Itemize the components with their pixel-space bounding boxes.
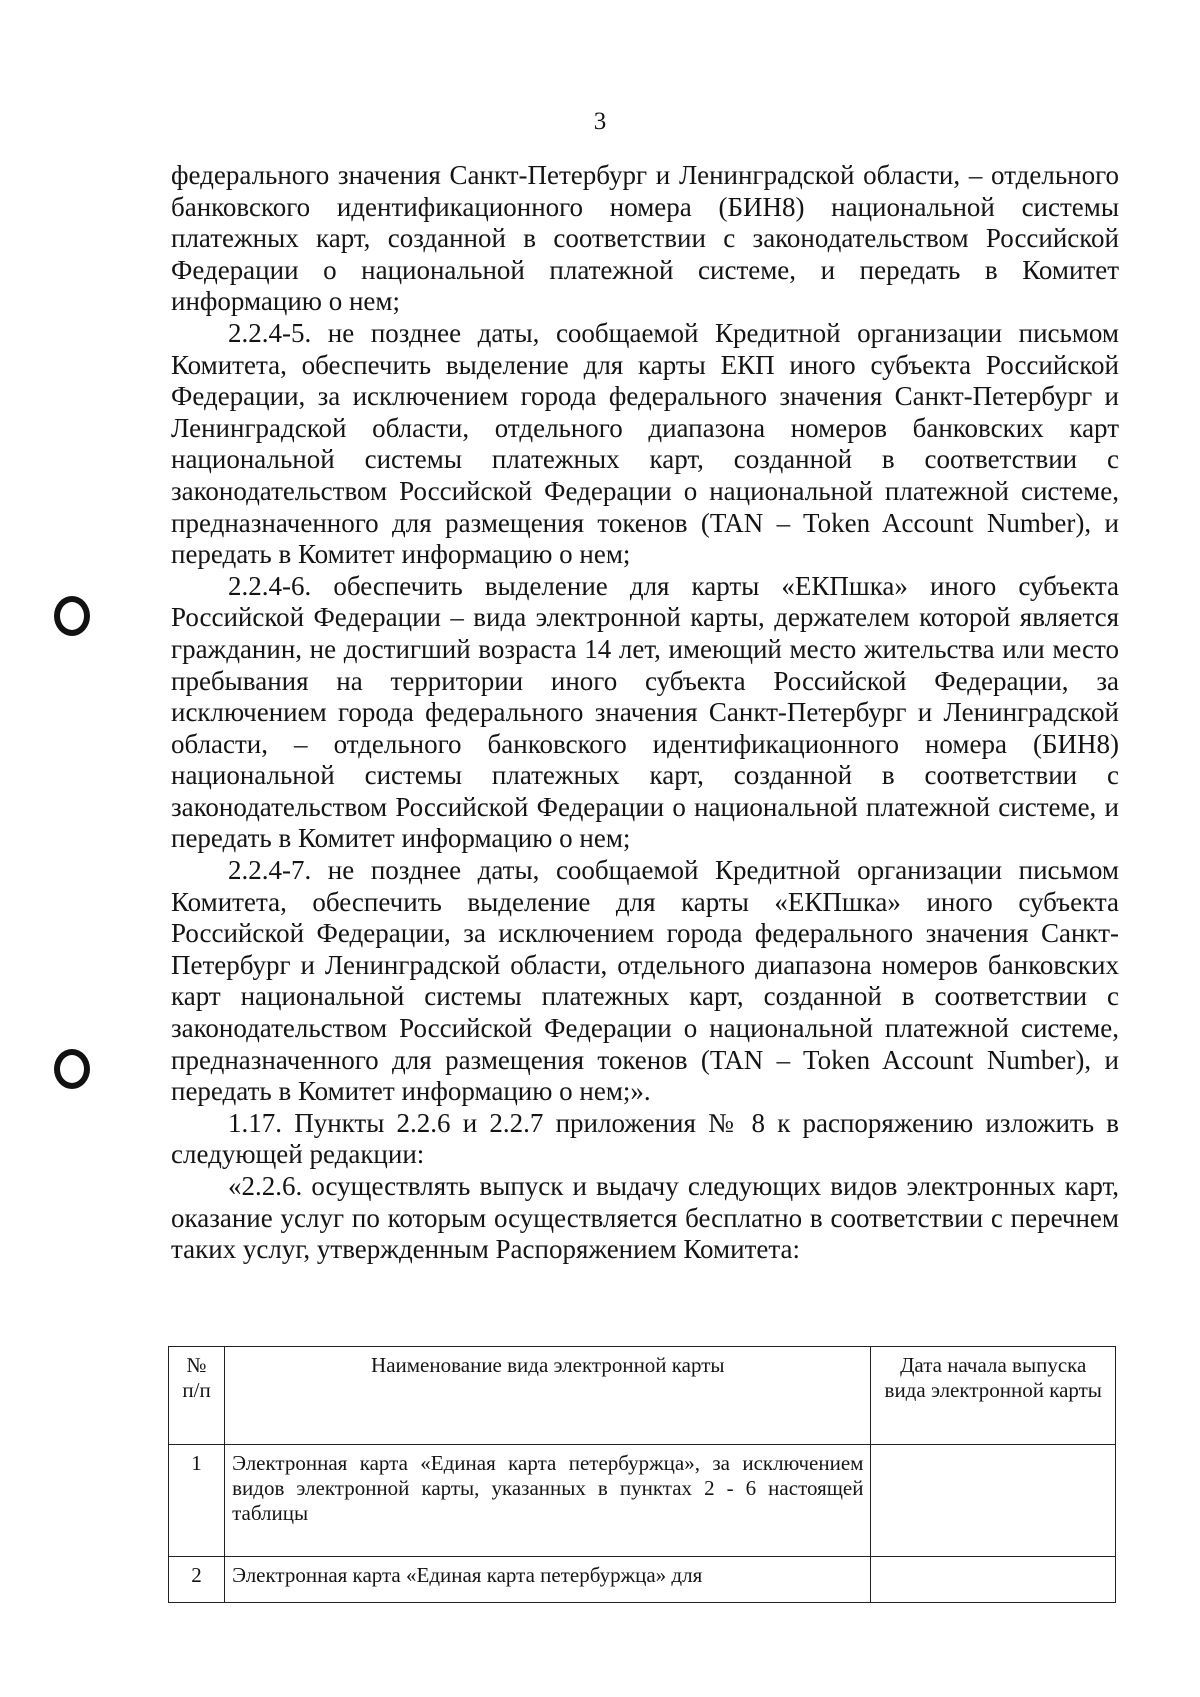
paragraph-2-2-4-7: 2.2.4-7. не позднее даты, сообщаемой Кредитной организации письмом Комитета, обеспечить выделение для карты «ЕКПшка» иного субъекта Российской Федерации, за исключением города федерального значения Санкт-Петербург и Ленинградской области, отдельного диапазона номеров банковских карт национальной системы платежных карт, созданной в соответствии с законодательством Российской Федерации о национальной платежной системе, предназначенного для размещения токенов (TAN – Token Account Number), и передать в Комитет информацию о нем;». (171, 855, 1119, 1107)
row-number: 2 (169, 1557, 225, 1603)
header-number: № п/п (169, 1347, 225, 1445)
page-number: 3 (593, 108, 607, 135)
table-row (169, 1445, 1116, 1557)
electronic-cards-table (168, 1346, 1116, 1603)
row-card-type-name: Электронная карта «Единая карта петербуржца» для (225, 1557, 871, 1603)
row-issue-start-date (871, 1445, 1116, 1557)
paragraph-2-2-4-6: 2.2.4-6. обеспечить выделение для карты «ЕКПшка» иного субъекта Российской Федерации – вида электронной карты, держателем которой является гражданин, не достигший возраста 14 лет, имеющий место жительства или место пребывания на территории иного субъекта Российской Федерации, за исключением города федерального значения Санкт-Петербург и Ленинградской области, – отдельного банковского идентификационного номера (БИН8) национальной системы платежных карт, созданной в соответствии с законодательством Российской Федерации о национальной платежной системе, и передать в Комитет информацию о нем; (171, 570, 1119, 854)
paragraph-1-17: 1.17. Пункты 2.2.6 и 2.2.7 приложения № 8 к распоряжению изложить в следующей редакции: (171, 1107, 1119, 1170)
paragraph-continuation: федерального значения Санкт-Петербург и Ленинградской области, – отдельного банковского идентификационного номера (БИН8) национальной системы платежных карт, созданной в соответствии с законодательством Российской Федерации о национальной платежной системе, и передать в Комитет информацию о нем; (171, 160, 1119, 317)
row-number: 1 (169, 1445, 225, 1557)
row-card-type-name: Электронная карта «Единая карта петербуржца», за исключением видов электронной карты, указанных в пунктах 2 - 6 настоящей таблицы (225, 1445, 871, 1557)
row-issue-start-date (871, 1557, 1116, 1603)
header-card-type-name: Наименование вида электронной карты (225, 1347, 871, 1445)
punch-hole-mark (54, 596, 90, 636)
paragraph-2-2-6: «2.2.6. осуществлять выпуск и выдачу следующих видов электронных карт, оказание услуг по которым осуществляется бесплатно в соответствии с перечнем таких услуг, утвержденным Распоряжением Комитета: (171, 1171, 1119, 1265)
table-row (169, 1557, 1116, 1603)
punch-hole-mark (54, 1049, 90, 1089)
table-header-row (169, 1347, 1116, 1445)
paragraph-2-2-4-5: 2.2.4-5. не позднее даты, сообщаемой Кредитной организации письмом Комитета, обеспечить выделение для карты ЕКП иного субъекта Российской Федерации, за исключением города федерального значения Санкт-Петербург и Ленинградской области, отдельного диапазона номеров банковских карт национальной системы платежных карт, созданной в соответствии с законодательством Российской Федерации о национальной платежной системе, предназначенного для размещения токенов (TAN – Token Account Number), и передать в Комитет информацию о нем; (171, 317, 1119, 570)
document-body (171, 160, 1119, 1266)
header-issue-start-date: Дата начала выпуска вида электронной карты (871, 1347, 1116, 1445)
